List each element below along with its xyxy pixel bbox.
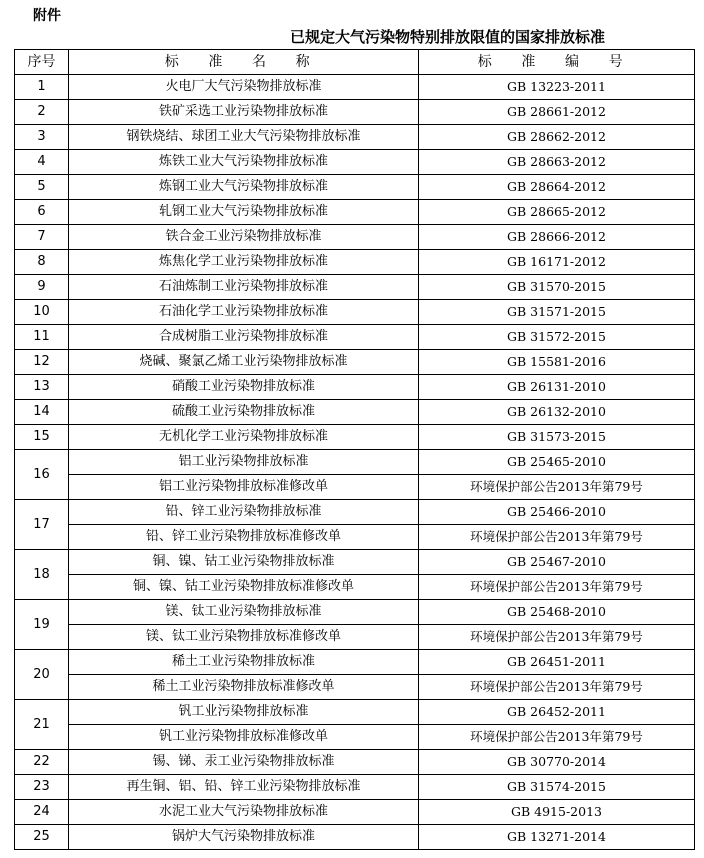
row-number: 7 [15, 225, 69, 250]
standard-name: 铁矿采选工业污染物排放标准 [69, 100, 419, 125]
standard-code: GB 31574-2015 [419, 775, 695, 800]
row-number: 15 [15, 425, 69, 450]
standard-name: 炼铁工业大气污染物排放标准 [69, 150, 419, 175]
standard-name: 铝工业污染物排放标准修改单 [69, 475, 419, 500]
standard-code: GB 13223-2011 [419, 75, 695, 100]
standard-name: 轧钢工业大气污染物排放标准 [69, 200, 419, 225]
table-row [15, 375, 695, 400]
standard-code: GB 15581-2016 [419, 350, 695, 375]
table-row [15, 750, 695, 775]
table-row [15, 75, 695, 100]
standard-name: 铁合金工业污染物排放标准 [69, 225, 419, 250]
standard-name: 水泥工业大气污染物排放标准 [69, 800, 419, 825]
standard-code: GB 26451-2011 [419, 650, 695, 675]
column-header-code: 标 准 编 号 [419, 50, 695, 75]
table-row [15, 825, 695, 850]
table-row [15, 125, 695, 150]
row-number: 18 [15, 550, 69, 600]
standard-code: GB 31570-2015 [419, 275, 695, 300]
row-number: 2 [15, 100, 69, 125]
standard-name: 铅、锌工业污染物排放标准修改单 [69, 525, 419, 550]
attachment-label: 附件 [33, 8, 61, 24]
row-number: 25 [15, 825, 69, 850]
table-header-row [15, 50, 695, 75]
standard-name: 烧碱、聚氯乙烯工业污染物排放标准 [69, 350, 419, 375]
standard-name: 铜、镍、钴工业污染物排放标准 [69, 550, 419, 575]
row-number: 8 [15, 250, 69, 275]
table-row [15, 775, 695, 800]
standard-code: GB 4915-2013 [419, 800, 695, 825]
document-title: 已规定大气污染物特别排放限值的国家排放标准 [290, 28, 606, 46]
standards-table [14, 49, 695, 850]
table-row [15, 625, 695, 650]
table-row [15, 175, 695, 200]
table-row [15, 300, 695, 325]
standard-name: 稀土工业污染物排放标准 [69, 650, 419, 675]
standard-code: GB 28662-2012 [419, 125, 695, 150]
row-number: 3 [15, 125, 69, 150]
table-row [15, 700, 695, 725]
table-body [15, 75, 695, 850]
standard-name: 钒工业污染物排放标准 [69, 700, 419, 725]
standard-name: 铅、锌工业污染物排放标准 [69, 500, 419, 525]
table-row [15, 450, 695, 475]
row-number: 6 [15, 200, 69, 225]
row-number: 5 [15, 175, 69, 200]
standard-name: 硝酸工业污染物排放标准 [69, 375, 419, 400]
table-row [15, 200, 695, 225]
table-row [15, 275, 695, 300]
table-row [15, 250, 695, 275]
standard-name: 无机化学工业污染物排放标准 [69, 425, 419, 450]
standard-code: GB 28666-2012 [419, 225, 695, 250]
standard-name: 钢铁烧结、球团工业大气污染物排放标准 [69, 125, 419, 150]
standard-code: GB 26132-2010 [419, 400, 695, 425]
table-row [15, 225, 695, 250]
row-number: 11 [15, 325, 69, 350]
table-row [15, 150, 695, 175]
row-number: 20 [15, 650, 69, 700]
table-row [15, 800, 695, 825]
table-row [15, 350, 695, 375]
row-number: 24 [15, 800, 69, 825]
table-row [15, 550, 695, 575]
standard-code: 环境保护部公告2013年第79号 [419, 475, 695, 500]
table-row [15, 650, 695, 675]
standard-code: 环境保护部公告2013年第79号 [419, 525, 695, 550]
row-number: 1 [15, 75, 69, 100]
standard-code: GB 28663-2012 [419, 150, 695, 175]
table-row [15, 400, 695, 425]
row-number: 14 [15, 400, 69, 425]
standard-code: GB 25468-2010 [419, 600, 695, 625]
standard-name: 钒工业污染物排放标准修改单 [69, 725, 419, 750]
standard-code: GB 16171-2012 [419, 250, 695, 275]
standard-name: 合成树脂工业污染物排放标准 [69, 325, 419, 350]
standard-name: 石油炼制工业污染物排放标准 [69, 275, 419, 300]
standard-code: GB 26452-2011 [419, 700, 695, 725]
standard-code: GB 28664-2012 [419, 175, 695, 200]
standard-name: 石油化学工业污染物排放标准 [69, 300, 419, 325]
standard-name: 硫酸工业污染物排放标准 [69, 400, 419, 425]
standard-name: 锡、锑、汞工业污染物排放标准 [69, 750, 419, 775]
row-number: 4 [15, 150, 69, 175]
row-number: 22 [15, 750, 69, 775]
standard-name: 再生铜、铝、铅、锌工业污染物排放标准 [69, 775, 419, 800]
standard-code: GB 31573-2015 [419, 425, 695, 450]
standard-name: 锅炉大气污染物排放标准 [69, 825, 419, 850]
row-number: 10 [15, 300, 69, 325]
standard-name: 稀土工业污染物排放标准修改单 [69, 675, 419, 700]
table-row [15, 525, 695, 550]
standard-code: GB 28665-2012 [419, 200, 695, 225]
table-row [15, 725, 695, 750]
row-number: 16 [15, 450, 69, 500]
row-number: 13 [15, 375, 69, 400]
column-header-name: 标 准 名 称 [69, 50, 419, 75]
standard-code: GB 13271-2014 [419, 825, 695, 850]
standard-code: GB 26131-2010 [419, 375, 695, 400]
standard-name: 镁、钛工业污染物排放标准 [69, 600, 419, 625]
column-header-no: 序号 [15, 50, 69, 75]
standard-name: 炼钢工业大气污染物排放标准 [69, 175, 419, 200]
row-number: 19 [15, 600, 69, 650]
standard-code: 环境保护部公告2013年第79号 [419, 725, 695, 750]
row-number: 21 [15, 700, 69, 750]
table-row [15, 575, 695, 600]
standard-code: GB 25466-2010 [419, 500, 695, 525]
table-row [15, 325, 695, 350]
table-row [15, 675, 695, 700]
standard-name: 炼焦化学工业污染物排放标准 [69, 250, 419, 275]
standard-code: 环境保护部公告2013年第79号 [419, 625, 695, 650]
row-number: 12 [15, 350, 69, 375]
standard-code: GB 31571-2015 [419, 300, 695, 325]
standard-code: GB 31572-2015 [419, 325, 695, 350]
table-row [15, 600, 695, 625]
standard-name: 镁、钛工业污染物排放标准修改单 [69, 625, 419, 650]
standard-code: GB 25467-2010 [419, 550, 695, 575]
standard-name: 铝工业污染物排放标准 [69, 450, 419, 475]
table-row [15, 425, 695, 450]
row-number: 23 [15, 775, 69, 800]
standard-name: 火电厂大气污染物排放标准 [69, 75, 419, 100]
standard-code: GB 30770-2014 [419, 750, 695, 775]
standard-code: GB 28661-2012 [419, 100, 695, 125]
standard-code: 环境保护部公告2013年第79号 [419, 575, 695, 600]
standard-code: GB 25465-2010 [419, 450, 695, 475]
table-row [15, 100, 695, 125]
table-row [15, 475, 695, 500]
row-number: 17 [15, 500, 69, 550]
standard-code: 环境保护部公告2013年第79号 [419, 675, 695, 700]
row-number: 9 [15, 275, 69, 300]
standard-name: 铜、镍、钴工业污染物排放标准修改单 [69, 575, 419, 600]
table-row [15, 500, 695, 525]
